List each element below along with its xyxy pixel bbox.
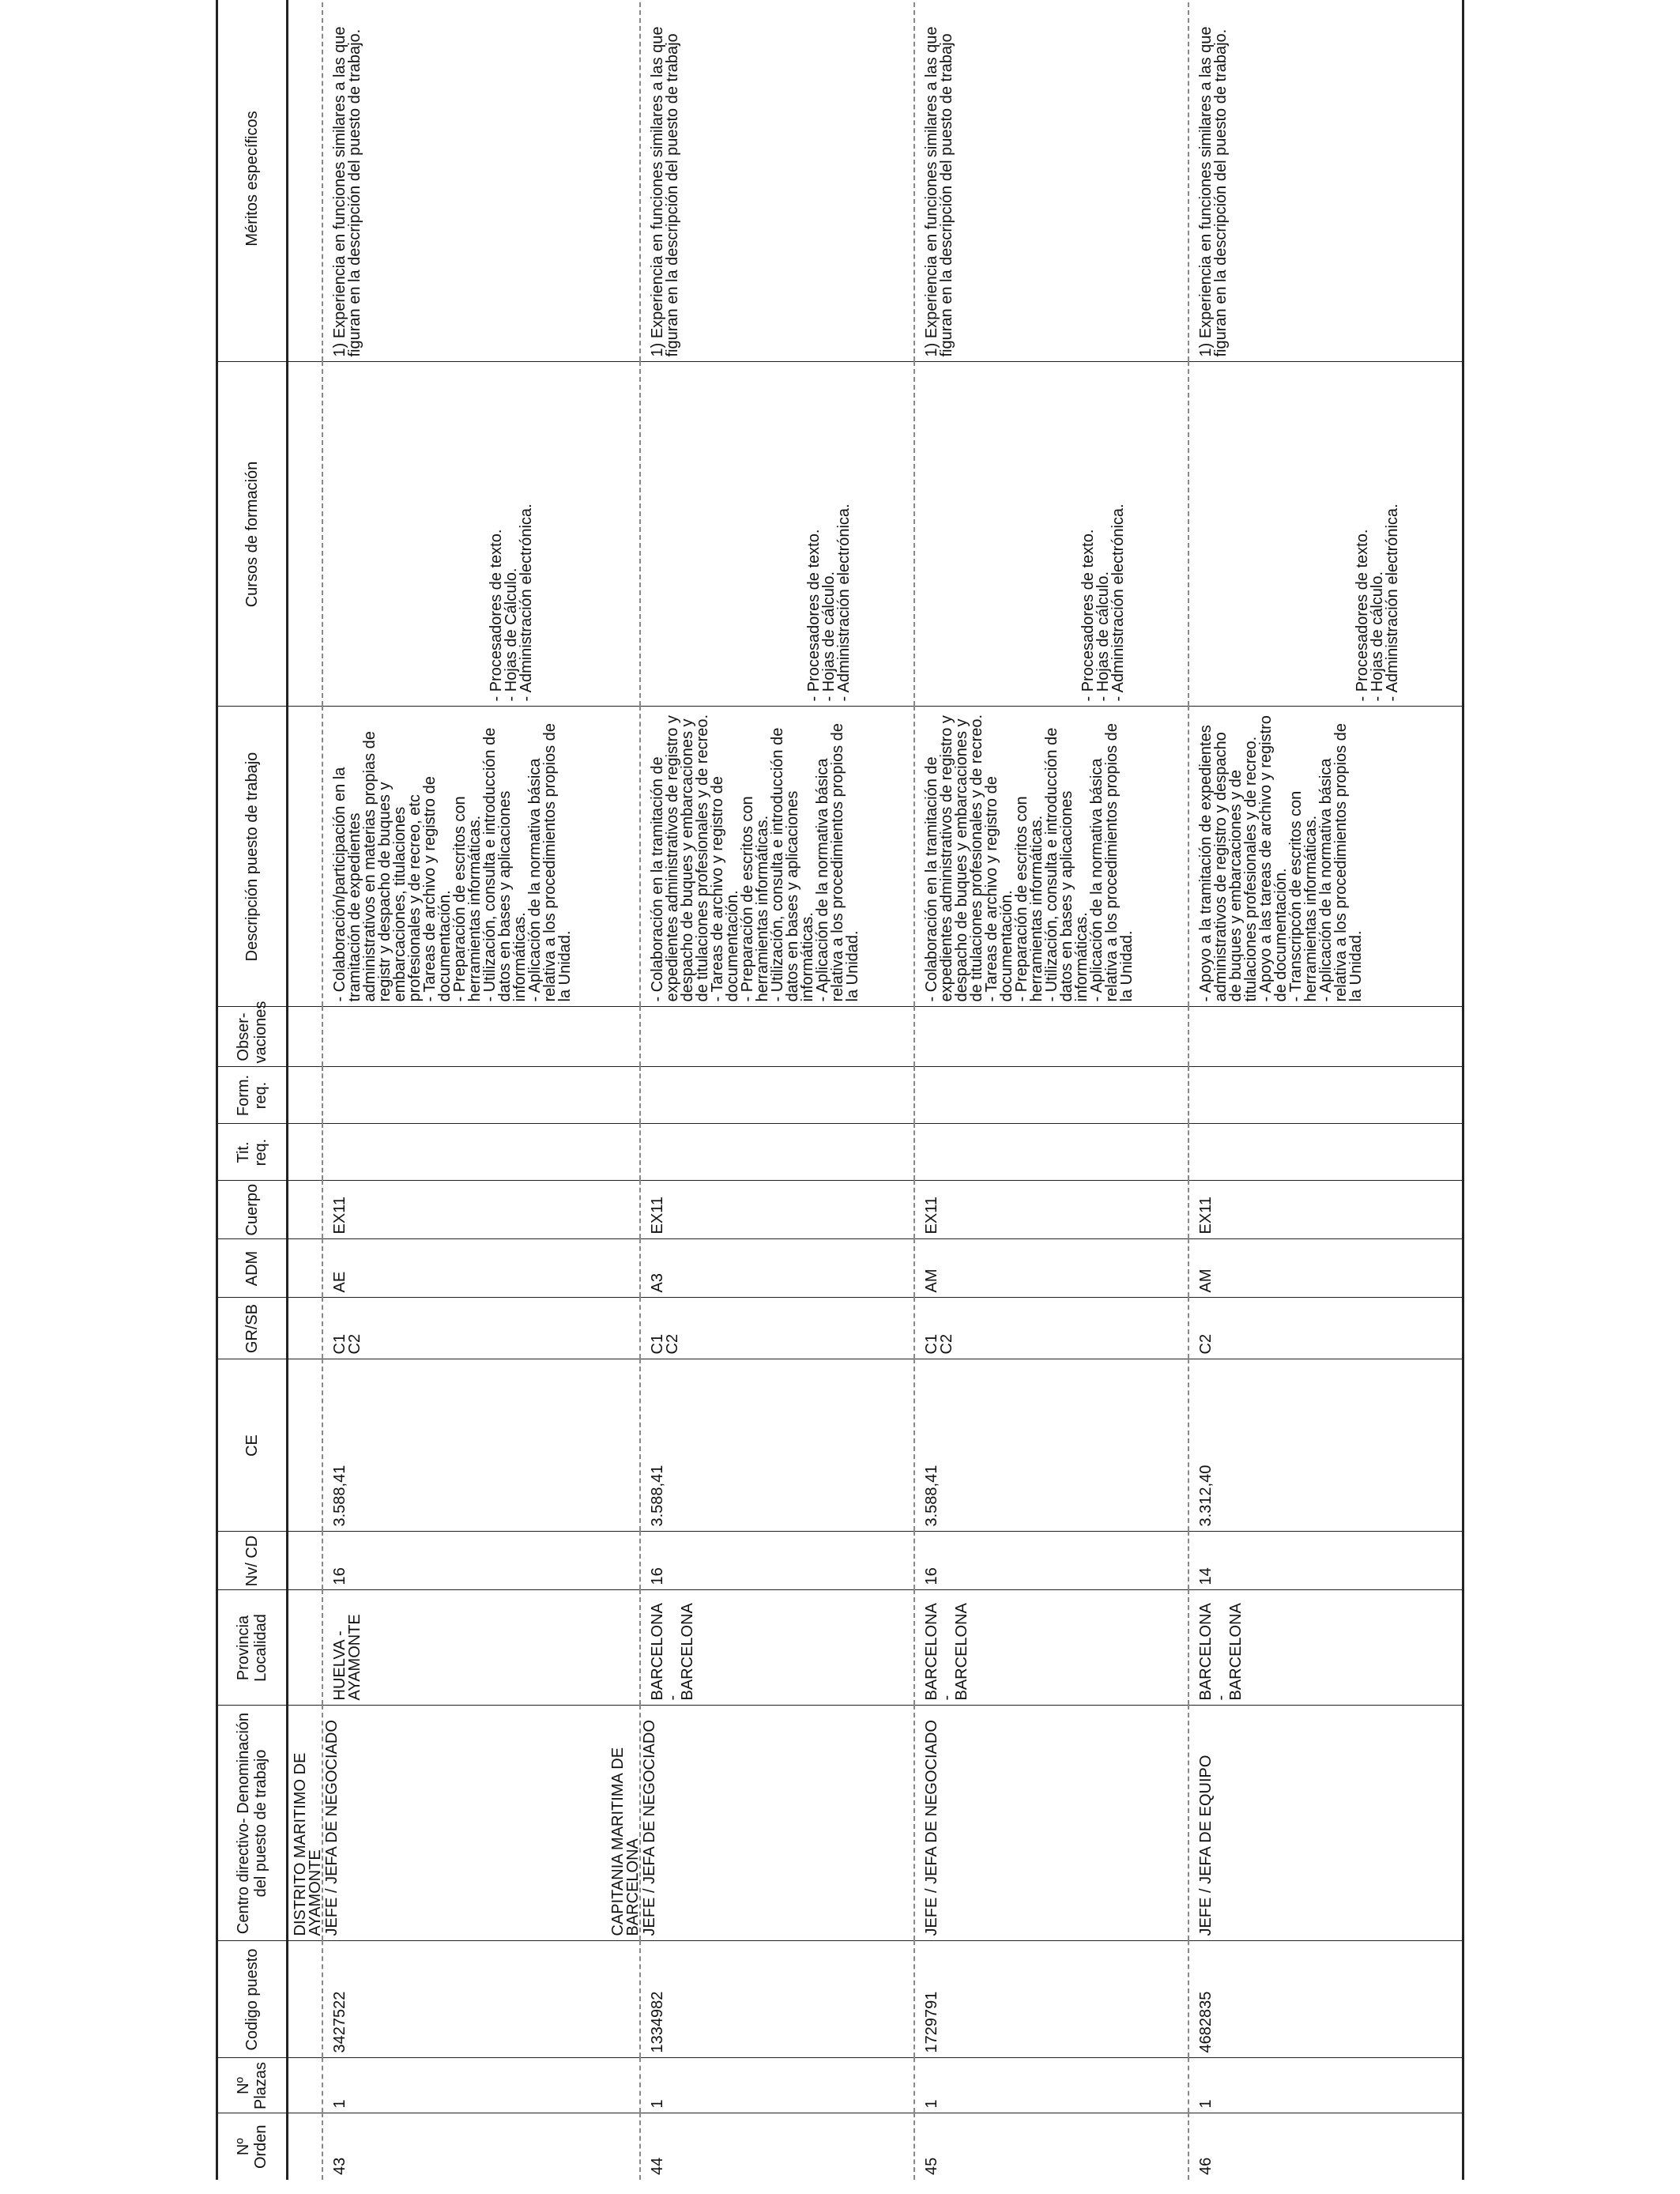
- cell-grupo: C1 C2: [640, 1298, 914, 1359]
- cell-ce: 3.312,40: [1188, 1359, 1463, 1532]
- table-row: [914, 0, 1188, 2180]
- cell-orden: 45: [914, 2113, 1188, 2180]
- header-descripcion: Descripción puesto de trabajo: [217, 707, 288, 1007]
- cell-plazas: 1: [1188, 2058, 1463, 2113]
- cell-titulacion: [1188, 1124, 1463, 1181]
- cell-centro: [292, 1706, 640, 1941]
- cell-descripcion: - Colaboración en la tramitación de expedientes administrativos de registro y despacho de buques y embarcaciones y de titulaciones profesionales y de recreo. - Tareas de archivo y registro de documentación. - Preparación de escritos con herramientas informáticas. - Utilización, consulta e introducción de datos en bases y aplicaciones informáticas. - Aplicación de la normativa básica relativa a los procedimientos propios de la Unidad.: [914, 707, 1188, 1007]
- cell-nivel: 16: [322, 1532, 640, 1590]
- cell-provincia: HUELVA - AYAMONTE: [322, 1590, 640, 1706]
- cell-adm: AM: [914, 1239, 1188, 1298]
- centro-directivo: DISTRITO MARITIMO DE AYAMONTE: [292, 1752, 325, 1936]
- puesto-denominacion: JEFE / JEFA DE EQUIPO: [1197, 1755, 1215, 1936]
- header-adm: ADM: [217, 1239, 288, 1298]
- cell-ce: 3.588,41: [322, 1359, 640, 1532]
- cell-formacion: [322, 1067, 640, 1124]
- centro-directivo: CAPITANIA MARITIMA DE BARCELONA: [609, 1747, 642, 1936]
- document-page: [216, 14, 1464, 2180]
- cell-cursos: - Procesadores de texto. - Hojas de cálculo. - Administración electrónica.: [914, 362, 1188, 707]
- cell-orden: 44: [640, 2113, 914, 2180]
- cell-orden: 43: [322, 2113, 640, 2180]
- cell-meritos: 1) Experiencia en funciones similares a las que figuran en la descripción del puesto de trabajo.: [1188, 0, 1463, 362]
- cell-ce: 3.588,41: [914, 1359, 1188, 1532]
- job-positions-table: [216, 0, 1464, 2180]
- table-header-row: [217, 0, 288, 2180]
- cell-formacion: [640, 1067, 914, 1124]
- header-observaciones: Obser- vaciones: [217, 1007, 288, 1067]
- cell-titulacion: [640, 1124, 914, 1181]
- cell-descripcion: - Colaboración/participación en la tramitación de expedientes administrativos en materias propias de registr y despacho de buques y embarcaciones, titulaciones profesionales y de recreo, etc - Tareas de archivo y registro de documentación. - Preparación de escritos con herramientas informáticas. - Utilización, consulta e introducción de datos en bases y aplicaciones informáticas. - Aplicación de la normativa básica relativa a los procedimientos propios de la Unidad.: [322, 707, 640, 1007]
- cell-observaciones: [914, 1007, 1188, 1067]
- header-grupo: GR/SB: [217, 1298, 288, 1359]
- cell-provincia: BARCELONA - BARCELONA: [640, 1590, 914, 1706]
- table-row: [322, 0, 640, 2180]
- cell-codigo: 4682835: [1188, 1941, 1463, 2058]
- cell-observaciones: [322, 1007, 640, 1067]
- cell-codigo: 3427522: [322, 1941, 640, 2058]
- cell-formacion: [914, 1067, 1188, 1124]
- header-cuerpo: Cuerpo: [217, 1181, 288, 1239]
- cell-cuerpo: EX11: [914, 1181, 1188, 1239]
- puesto-denominacion: JEFE / JEFA DE NEGOCIADO: [923, 1720, 941, 1936]
- header-cursos: Cursos de formación: [217, 362, 288, 707]
- cell-cursos: - Procesadores de texto. - Hojas de Cálculo. - Administración electrónica.: [322, 362, 640, 707]
- cell-cursos: - Procesadores de texto. - Hojas de cálculo. - Administración electrónica.: [640, 362, 914, 707]
- cell-descripcion: - Colaboración en la tramitación de expedientes administrativos de registro y despacho de buques y embarcaciones y de titulaciones profesionales y de recreo. - Tareas de archivo y registro de documentación. - Preparación de escritos con herramientas informáticas. - Utilización, consulta e introducción de datos en bases y aplicaciones informáticas. - Aplicación de la normativa básica relativa a los procedimientos propios de la Unidad.: [640, 707, 914, 1007]
- cell-centro: [609, 1706, 914, 1941]
- header-formacion: Form. req.: [217, 1067, 288, 1124]
- cell-codigo: 1729791: [914, 1941, 1188, 2058]
- cell-nivel: 16: [640, 1532, 914, 1590]
- cell-provincia: BARCELONA - BARCELONA: [1188, 1590, 1463, 1706]
- cell-grupo: C2: [1188, 1298, 1463, 1359]
- cell-nivel: 16: [914, 1532, 1188, 1590]
- table-row: [1188, 0, 1463, 2180]
- cell-provincia: BARCELONA - BARCELONA: [914, 1590, 1188, 1706]
- header-codigo: Codigo puesto: [217, 1941, 288, 2058]
- cell-plazas: 1: [640, 2058, 914, 2113]
- cell-cuerpo: EX11: [1188, 1181, 1463, 1239]
- cell-formacion: [1188, 1067, 1463, 1124]
- cell-cuerpo: EX11: [322, 1181, 640, 1239]
- header-meritos: Méritos específicos: [217, 0, 288, 362]
- puesto-denominacion: JEFE / JEFA DE NEGOCIADO: [641, 1720, 659, 1936]
- cell-adm: AM: [1188, 1239, 1463, 1298]
- cell-nivel: 14: [1188, 1532, 1463, 1590]
- header-plazas: Nº Plazas: [217, 2058, 288, 2113]
- header-provincia: Provincia Localidad: [217, 1590, 288, 1706]
- cell-cuerpo: EX11: [640, 1181, 914, 1239]
- cell-adm: AE: [322, 1239, 640, 1298]
- header-centro: Centro directivo- Denominación del puesto de trabajo: [217, 1706, 288, 1941]
- table-row: [640, 0, 914, 2180]
- cell-grupo: C1 C2: [914, 1298, 1188, 1359]
- cell-meritos: 1) Experiencia en funciones similares a las que figuran en la descripción del puesto de trabajo.: [322, 0, 640, 362]
- cell-plazas: 1: [914, 2058, 1188, 2113]
- cell-observaciones: [640, 1007, 914, 1067]
- cell-ce: 3.588,41: [640, 1359, 914, 1532]
- cell-meritos: 1) Experiencia en funciones similares a las que figuran en la descripción del puesto de trabajo: [640, 0, 914, 362]
- cell-adm: A3: [640, 1239, 914, 1298]
- cell-observaciones: [1188, 1007, 1463, 1067]
- cell-centro: [914, 1706, 1188, 1941]
- cell-titulacion: [914, 1124, 1188, 1181]
- cell-titulacion: [322, 1124, 640, 1181]
- cell-orden: 46: [1188, 2113, 1463, 2180]
- cell-plazas: 1: [322, 2058, 640, 2113]
- cell-grupo: C1 C2: [322, 1298, 640, 1359]
- puesto-denominacion: JEFE / JEFA DE NEGOCIADO: [323, 1720, 341, 1936]
- cell-meritos: 1) Experiencia en funciones similares a las que figuran en la descripción del puesto de trabajo: [914, 0, 1188, 362]
- header-titulacion: Tit. req.: [217, 1124, 288, 1181]
- cell-descripcion: - Apoyo a la tramitación de expedientes administrativos de registro y despacho de buques y embarcaciones y de titulaciones profesionales y de recreo. - Apoyo a las tareas de archivo y registro de documentación. - Transcripcón de escritos con herramientas informáticas. - Aplicación de la normativa básica relativa a los procedimientos propios de la Unidad.: [1188, 707, 1463, 1007]
- cell-centro: [1188, 1706, 1463, 1941]
- cell-cursos: - Procesadores de texto. - Hojas de cálculo. - Administración electrónica.: [1188, 362, 1463, 707]
- cell-codigo: 1334982: [640, 1941, 914, 2058]
- header-ce: CE: [217, 1359, 288, 1532]
- header-orden: Nº Orden: [217, 2113, 288, 2180]
- header-nivel: Nv/ CD: [217, 1532, 288, 1590]
